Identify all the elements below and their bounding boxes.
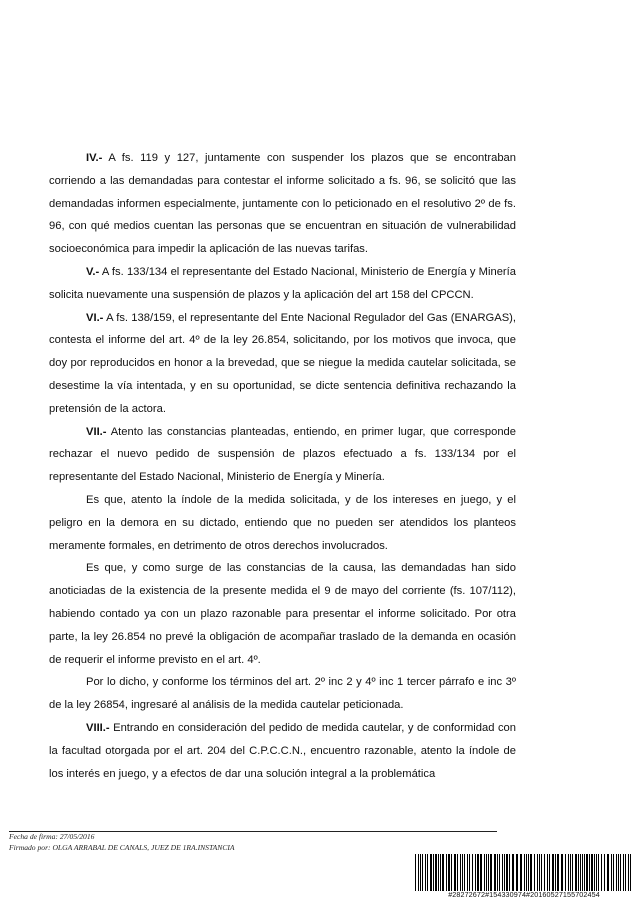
paragraph <box>49 717 516 785</box>
barcode-block <box>415 854 633 900</box>
paragraph <box>49 307 516 421</box>
signature-block <box>9 832 235 853</box>
paragraph-label: V.- <box>86 265 100 278</box>
barcode-code: #28272672#154330974#20160527155702454 <box>448 890 600 899</box>
paragraph-text: A fs. 119 y 127, juntamente con suspender los plazos que se encontraban corriendo a las demandadas para contestar el informe solicitado a fs. 96, se solicitó que las demandadas informen especialmente, juntamente con lo peticionado en el resolutivo 2º de fs. 96, con qué medios cuentan las personas que se encuentran en situación de vulnerabilidad socioeconómica para impedir la aplicación de las nuevas tarifas. <box>49 152 516 256</box>
signed-by: Firmado por: OLGA ARRABAL DE CANALS, JUEZ DE 1RA.INSTANCIA <box>9 842 235 852</box>
paragraph-label: VI.- <box>86 311 104 324</box>
paragraph-label: VII.- <box>86 425 107 438</box>
paragraph-text: Atento las constancias planteadas, entiendo, en primer lugar, que corresponde rechazar el nuevo pedido de suspensión de plazos efectuado a fs. 133/134 por el representante del Estado Nacional, Ministerio de Energía y Minería. <box>49 425 516 484</box>
paragraph-text: Es que, atento la índole de la medida solicitada, y de los intereses en juego, y el peligro en la demora en su dictado, entiendo que no pueden ser atendidos los planteos meramente formales, en detrimento de otros derechos involucrados. <box>49 493 516 552</box>
paragraph-text: Por lo dicho, y conforme los términos del art. 2º inc 2 y 4º inc 1 tercer párrafo e inc 3º de la ley 26854, ingresaré al análisis de la medida cautelar peticionada. <box>49 676 516 712</box>
paragraph-label: IV.- <box>86 152 103 164</box>
paragraph <box>49 489 516 557</box>
paragraph-text: A fs. 138/159, el representante del Ente Nacional Regulador del Gas (ENARGAS), contesta el informe del art. 4º de la ley 26.854, solicitando, por los motivos que invoca, que doy por reproducidos en honor a la brevedad, que se niegue la medida cautelar solicitada, se desestime la vía intentada, y en su oportunidad, se dicte sentencia definitiva rechazando la pretensión de la actora. <box>49 311 516 415</box>
barcode-icon <box>415 854 633 891</box>
paragraph-text: A fs. 133/134 el representante del Estado Nacional, Ministerio de Energía y Minería solicita nuevamente una suspensión de plazos y la aplicación del art 158 del CPCCN. <box>49 265 516 301</box>
paragraph <box>49 147 516 261</box>
paragraph-text: Es que, y como surge de las constancias de la causa, las demandadas han sido anoticiadas de la existencia de la presente medida el 9 de mayo del corriente (fs. 107/112), habiendo contado ya con un plazo razonable para presentar el informe solicitado. Por otra parte, la ley 26.854 no prevé la obligación de acompañar traslado de la demanda en ocasión de requerir el informe previsto en el art. 4º. <box>49 562 516 666</box>
paragraph <box>49 557 516 671</box>
signature-date: Fecha de firma: 27/05/2016 <box>9 832 95 841</box>
document-body <box>49 147 516 785</box>
paragraph <box>49 421 516 489</box>
paragraph <box>49 261 516 307</box>
paragraph-label: VIII.- <box>86 721 110 734</box>
paragraph <box>49 671 516 717</box>
paragraph-text: Entrando en consideración del pedido de medida cautelar, y de conformidad con la facultad otorgada por el art. 204 del C.P.C.C.N., encuentro razonable, atento la índole de los interés en juego, y a efectos de dar una solución integral a la problemática <box>49 721 516 780</box>
